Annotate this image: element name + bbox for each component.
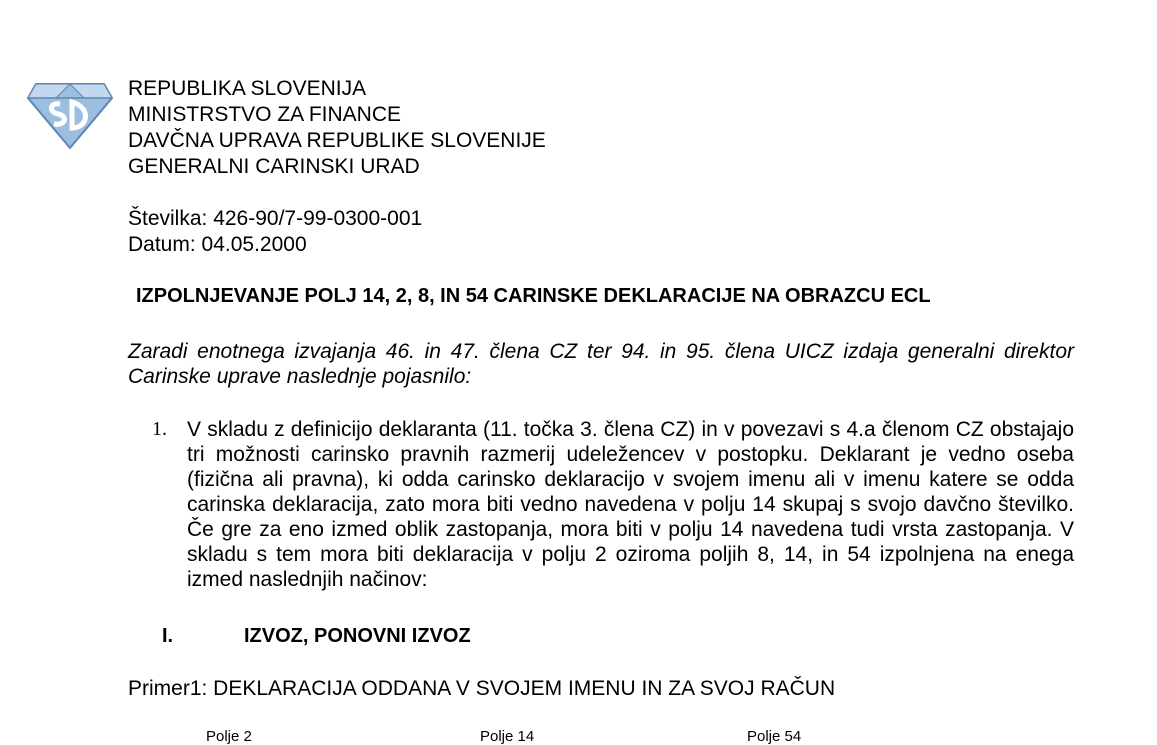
document-date: Datum: 04.05.2000 bbox=[128, 233, 307, 256]
field-label-polje-54: Polje 54 bbox=[747, 728, 802, 745]
logo bbox=[26, 78, 114, 150]
document-meta bbox=[128, 206, 422, 258]
section-title: IZVOZ, PONOVNI IZVOZ bbox=[244, 625, 471, 647]
letterhead-line-ministry: MINISTRSTVO ZA FINANCE bbox=[128, 103, 402, 126]
diamond-emblem-icon bbox=[26, 78, 114, 150]
letterhead bbox=[128, 76, 546, 180]
letterhead-line-tax-admin: DAVČNA UPRAVA REPUBLIKE SLOVENIJE bbox=[128, 129, 546, 152]
intro-paragraph: Zaradi enotnega izvajanja 46. in 47. člena CZ ter 94. in 95. člena UICZ izdaja generalni direktor Carinske uprave naslednje pojasnilo: bbox=[128, 340, 1074, 388]
section-number: I. bbox=[162, 625, 174, 647]
field-label-polje-14: Polje 14 bbox=[480, 728, 535, 745]
list-item-text: V skladu z definicijo deklaranta (11. točka 3. člena CZ) in v povezavi s 4.a členom CZ obstajajo tri možnosti carinsko pravnih razmerij udeležencev v postopku. Deklarant je vedno oseba (fizična ali pravna), ki odda carinsko deklaracijo v svojem imenu ali v imenu katere se odda carinska deklaracija, zato mora biti vedno navedena v polju 14 skupaj s svojo davčno številko. Če gre za eno izmed oblik zastopanja, mora biti v polju 14 navedena tudi vrsta zastopanja. V skladu s tem mora biti deklaracija v polju 2 oziroma poljih 8, 14, in 54 izpolnjena na enega izmed naslednjih načinov: bbox=[187, 418, 1074, 591]
letterhead-line-customs-office: GENERALNI CARINSKI URAD bbox=[128, 155, 420, 178]
field-label-polje-2: Polje 2 bbox=[206, 728, 252, 745]
list-item-number: 1. bbox=[152, 418, 167, 440]
document-number: Številka: 426-90/7-99-0300-001 bbox=[128, 207, 423, 230]
example-heading: Primer1: DEKLARACIJA ODDANA V SVOJEM IMENU IN ZA SVOJ RAČUN bbox=[128, 677, 836, 700]
document-title: IZPOLNJEVANJE POLJ 14, 2, 8, IN 54 CARINSKE DEKLARACIJE NA OBRAZCU ECL bbox=[136, 285, 931, 307]
letterhead-line-republic: REPUBLIKA SLOVENIJA bbox=[128, 77, 367, 100]
